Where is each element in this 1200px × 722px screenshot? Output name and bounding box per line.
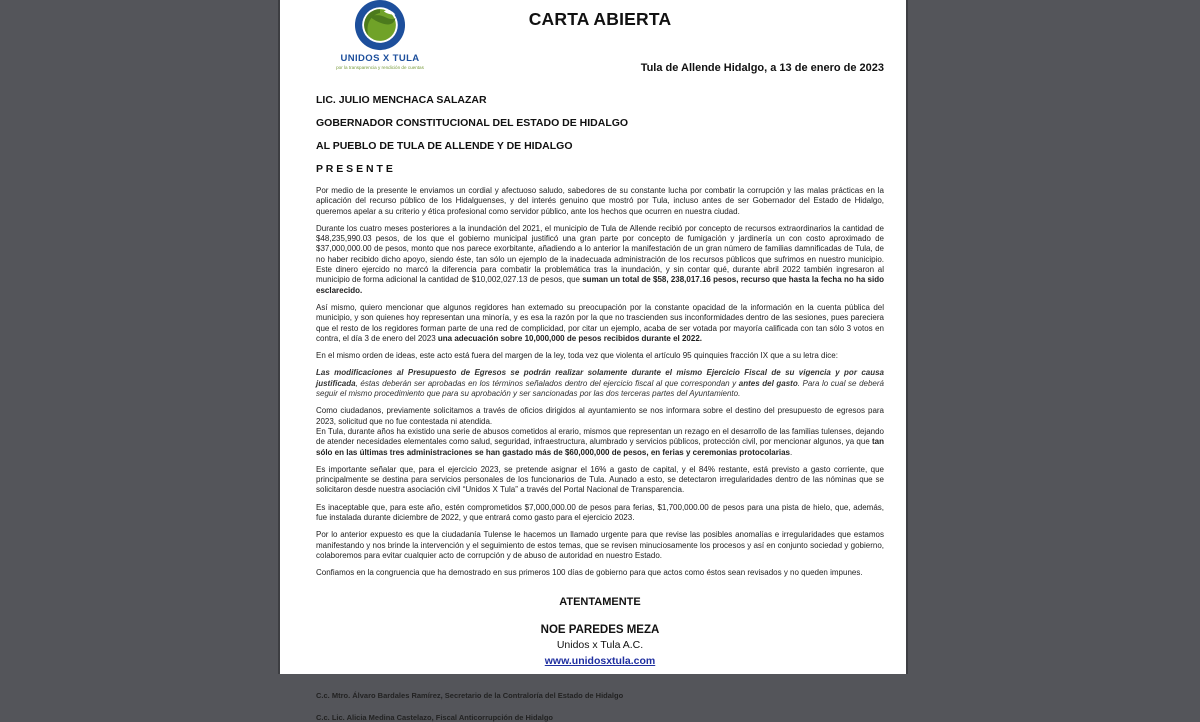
letter-paragraph: Como ciudadanos, previamente solicitamos a través de oficios dirigidos al ayuntamiento se nos informara sobre el destino del presupuesto de egresos para 2023, solicitud que no fue contestada ni atendida. — [316, 406, 884, 426]
letter-paragraph: Durante los cuatro meses posteriores a la inundación del 2021, el municipio de Tula de Allende recibió por concepto de recursos extraordinarios la cantidad de $48,235,990.03 pesos, de los que el gobierno municipal justificó una gran parte por concepto de fumigación y jardinería un con costo aproximado de $37,000,000.00 de pesos, monto que nos parece exorbitante, añadiendo a lo anterior la manifestación de un gran número de familias damnificadas de Tula, de no haber recibido dicho apoyo, siendo éste, tan sólo un ejemplo de la inadecuada administración de los recursos públicos que sufrimos en nuestro municipio. Este dinero ejercido no marcó la diferencia para combatir la problemática tras la inundación, y sin contar qué, durante abril 2022 también ingresaron al municipio de forma adicional la cantidad de $10,002,027.13 de pesos, que suman un total de $58, 238,017.16 pesos, recurso que hasta la fecha no ha sido esclarecido. — [316, 223, 885, 295]
org-name: UNIDOS X TULA — [340, 53, 420, 64]
letter-header — [316, 0, 884, 88]
letter-paragraph: Así mismo, quiero mencionar que algunos regidores han extemado su preocupación por la constante opacidad de la información en la cuenta pública del municipio, y son quienes hoy representan una minoría, y es esa la razón por la que no trascienden sus inconformidades dentro de las sesiones, pues pareciera que el resto de los regidores forman parte de una red de complicidad, por citar un ejemplo, acaba de ser votada por mayoría calificada con tan sólo 3 votos en contra, el día 3 de enero del 2023 una adecuación sobre 10,000,000 de pesos recibidos durante el 2022. — [316, 302, 884, 343]
website-link[interactable]: www.unidosxtula.com — [544, 654, 656, 667]
letter-page — [278, 0, 908, 722]
signatory-name: NOE PAREDES MEZA — [540, 623, 660, 636]
unidos-x-tula-emblem-icon — [353, 0, 407, 52]
recipient-line: LIC. JULIO MENCHACA SALAZAR — [316, 94, 487, 106]
recipient-line: AL PUEBLO DE TULA DE ALLENDE Y DE HIDALGO — [316, 140, 573, 152]
letter-title: CARTA ABIERTA — [528, 9, 672, 29]
letter-paragraph: En Tula, durante años ha existido una serie de abusos cometidos al erario, mismos que representan un rezago en el desarrollo de las familias tulenses, dejando de atender necesidades elementales como salud, seguridad, infraestructura, alumbrado y servicios públicos, protección civil, por mencionar algunos, ya que tan sólo en las últimas tres administraciones se han gastado más de $60,000,000 de pesos, en ferias y ceremonias protocolarias. — [316, 426, 884, 457]
letter-body — [316, 186, 884, 579]
closing-salutation: ATENTAMENTE — [559, 595, 641, 608]
letter-paragraph: Confiamos en la congruencia que ha demostrado en sus primeros 100 días de gobierno para que actos como éstos sean revisados y no queden impunes. — [316, 568, 863, 578]
recipient-block — [316, 94, 884, 176]
cc-line: C.c. Lic. Alicia Medina Castelazo, Fiscal Anticorrupción de Hidalgo — [316, 712, 553, 722]
dateline: Tula de Allende Hidalgo, a 13 de enero de 2023 — [640, 62, 884, 74]
letter-paragraph: En el mismo orden de ideas, este acto está fuera del margen de la ley, toda vez que violenta el artículo 95 quinquies fracción IX que a su letra dice: — [316, 351, 838, 361]
org-logo — [324, 0, 436, 70]
signatory-organization: Unidos x Tula A.C. — [556, 638, 644, 651]
letter-paragraph: Por lo anterior expuesto es que la ciudadanía Tulense le hacemos un llamado urgente para que revise las posibles anomalías e irregularidades que estamos manifestando y nos brinde la intervención y el seguimiento de estos temas, que se revisen minuciosamente los procesos y así en conjunto sociedad y gobierno, colaboremos para evitar cualquier acto de corrupción y de abuso de autoridad en nuestro Estado. — [316, 530, 884, 560]
letter-paragraph: Por medio de la presente le enviamos un cordial y afectuoso saludo, sabedores de su constante lucha por combatir la corrupción y las malas prácticas en la aplicación del recurso público de los Hidalguenses, y del interés genuino que mostró por Tula, incluso antes de ser Gobernador del Estado de Hidalgo, queremos apelar a su criterio y ética profesional como servidor público, ante los hechos que ocurren en nuestra ciudad. — [316, 186, 884, 216]
cc-block — [316, 691, 884, 722]
recipient-line: GOBERNADOR CONSTITUCIONAL DEL ESTADO DE HIDALGO — [316, 117, 629, 129]
closing-block — [316, 596, 884, 669]
letter-paragraph: Es inaceptable que, para este año, estén comprometidos $7,000,000.00 de pesos para ferias, $1,700,000.00 de pesos para una pista de hielo, que, además, fue instalada durante diciembre de 2022, y que entrará como gasto para el ejercicio 2023. — [316, 502, 884, 523]
recipient-line: P R E S E N T E — [316, 163, 393, 175]
org-tagline: por la transparencia y rendición de cuentas — [336, 65, 424, 70]
letter-paragraph: Las modificaciones al Presupuesto de Egresos se podrán realizar solamente durante el mismo Ejercicio Fiscal de su vigencia y por causa justificada, éstas deberán ser aprobadas en los términos señalados dentro del ejercicio fiscal al que correspondan y antes del gasto. Para lo cual se deberá seguir el mismo procedimiento que para su aprobación y ser sancionadas por las dos terceras partes del Ayuntamiento. — [316, 368, 884, 399]
letter-paragraph: Es importante señalar que, para el ejercicio 2023, se pretende asignar el 16% a gasto de capital, y el 84% restante, está previsto a gasto corriente, que principalmente se destina para servicios personales de los funcionarios de Tula. Aunado a esto, se detectaron irregularidades dentro de las nóminas que se solicitaron desde nuestra asociación civil “Unidos X Tula” a través del Portal Nacional de Transparencia. — [316, 464, 884, 495]
cc-line: C.c. Mtro. Álvaro Bardales Ramírez, Secretario de la Contraloría del Estado de Hidalgo — [316, 690, 624, 700]
